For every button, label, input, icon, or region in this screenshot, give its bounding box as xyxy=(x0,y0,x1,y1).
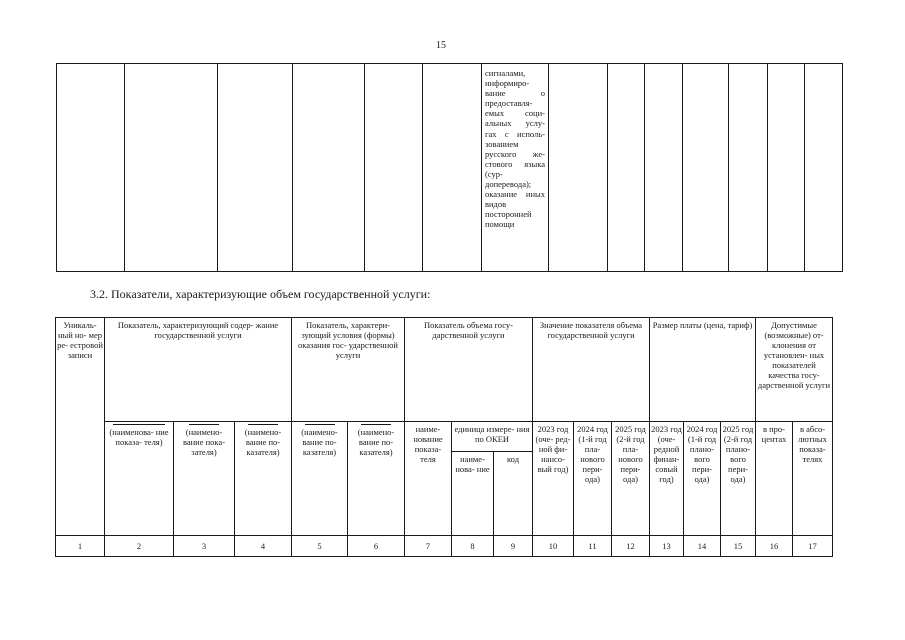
column-number: 17 xyxy=(793,536,833,557)
subheader-okei-unit: единица измере- ния по ОКЕИ xyxy=(452,422,533,452)
page-number: 15 xyxy=(436,40,446,51)
continuation-table xyxy=(56,63,843,272)
subheader-absolute: в абсо- лютных показа- телях xyxy=(793,422,833,536)
column-number: 8 xyxy=(452,536,494,557)
subheader-value-2023: 2023 год (оче- ред- ной фи- нансо- вый год) xyxy=(533,422,574,536)
subheader-value-2024: 2024 год (1-й год пла- нового пери- ода) xyxy=(574,422,612,536)
column-number: 5 xyxy=(292,536,348,557)
column-number: 13 xyxy=(650,536,684,557)
name-label-6: (наимено- вание по- казателя) xyxy=(348,422,405,536)
column-number: 11 xyxy=(574,536,612,557)
column-number: 14 xyxy=(684,536,721,557)
name-label-2: (наименова- ние показа- теля) xyxy=(105,422,174,536)
column-number: 4 xyxy=(235,536,292,557)
header-registry: Уникаль- ный но- мер ре- естровой записи xyxy=(56,318,105,536)
column-number: 10 xyxy=(533,536,574,557)
table-row xyxy=(57,64,843,272)
name-label-4: (наимено- вание по- казателя) xyxy=(235,422,292,536)
header-volume: Показатель объема госу- дарственной услуги xyxy=(405,318,533,422)
subheader-percent: в про- центах xyxy=(756,422,793,536)
column-number: 7 xyxy=(405,536,452,557)
volume-indicators-table xyxy=(55,317,833,557)
subheader-okei-name: наиме- нова- ние xyxy=(452,452,494,536)
header-row-1 xyxy=(56,318,833,422)
header-fee: Размер платы (цена, тариф) xyxy=(650,318,756,422)
subheader-fee-2023: 2023 год (оче- редной финан- совый год) xyxy=(650,422,684,536)
subheader-value-2025: 2025 год (2-й год пла- нового пери- ода) xyxy=(612,422,650,536)
column-number: 6 xyxy=(348,536,405,557)
subheader-fee-2025: 2025 год (2-й год плано- вого пери- ода) xyxy=(721,422,756,536)
header-conditions: Показатель, характери- зующий условия (формы) оказания гос- ударственной услуги xyxy=(292,318,405,422)
column-number: 12 xyxy=(612,536,650,557)
subheader-fee-2024: 2024 год (1-й год плано- вого пери- ода) xyxy=(684,422,721,536)
column-number: 3 xyxy=(174,536,235,557)
header-deviation: Допустимые (возможные) от- клонения от установлен- ных показателей качества госу- дарственной услуги xyxy=(756,318,833,422)
header-content: Показатель, характеризующий содер- жание государственной услуги xyxy=(105,318,292,422)
continuation-text: сигналами, информиро- вание о предоставля- емых соци- альных услу- гах с исполь- зованием русского же- стового языка (сур- доперевода); оказание иных видов посторонней помощи xyxy=(485,68,545,230)
column-number: 2 xyxy=(105,536,174,557)
subheader-okei-code: код xyxy=(494,452,533,536)
section-heading: 3.2. Показатели, характеризующие объем государственной услуги: xyxy=(90,287,431,301)
column-number: 16 xyxy=(756,536,793,557)
name-label-5: (наимено- вание по- казателя) xyxy=(292,422,348,536)
subheader-indicator-name: наиме- нование показа- теля xyxy=(405,422,452,536)
column-number: 1 xyxy=(56,536,105,557)
column-number: 15 xyxy=(721,536,756,557)
header-value: Значение показателя объема государственной услуги xyxy=(533,318,650,422)
header-row-2 xyxy=(56,422,833,452)
name-label-3: (наимено- вание пока- зателя) xyxy=(174,422,235,536)
column-number: 9 xyxy=(494,536,533,557)
column-numbers-row xyxy=(56,536,833,557)
